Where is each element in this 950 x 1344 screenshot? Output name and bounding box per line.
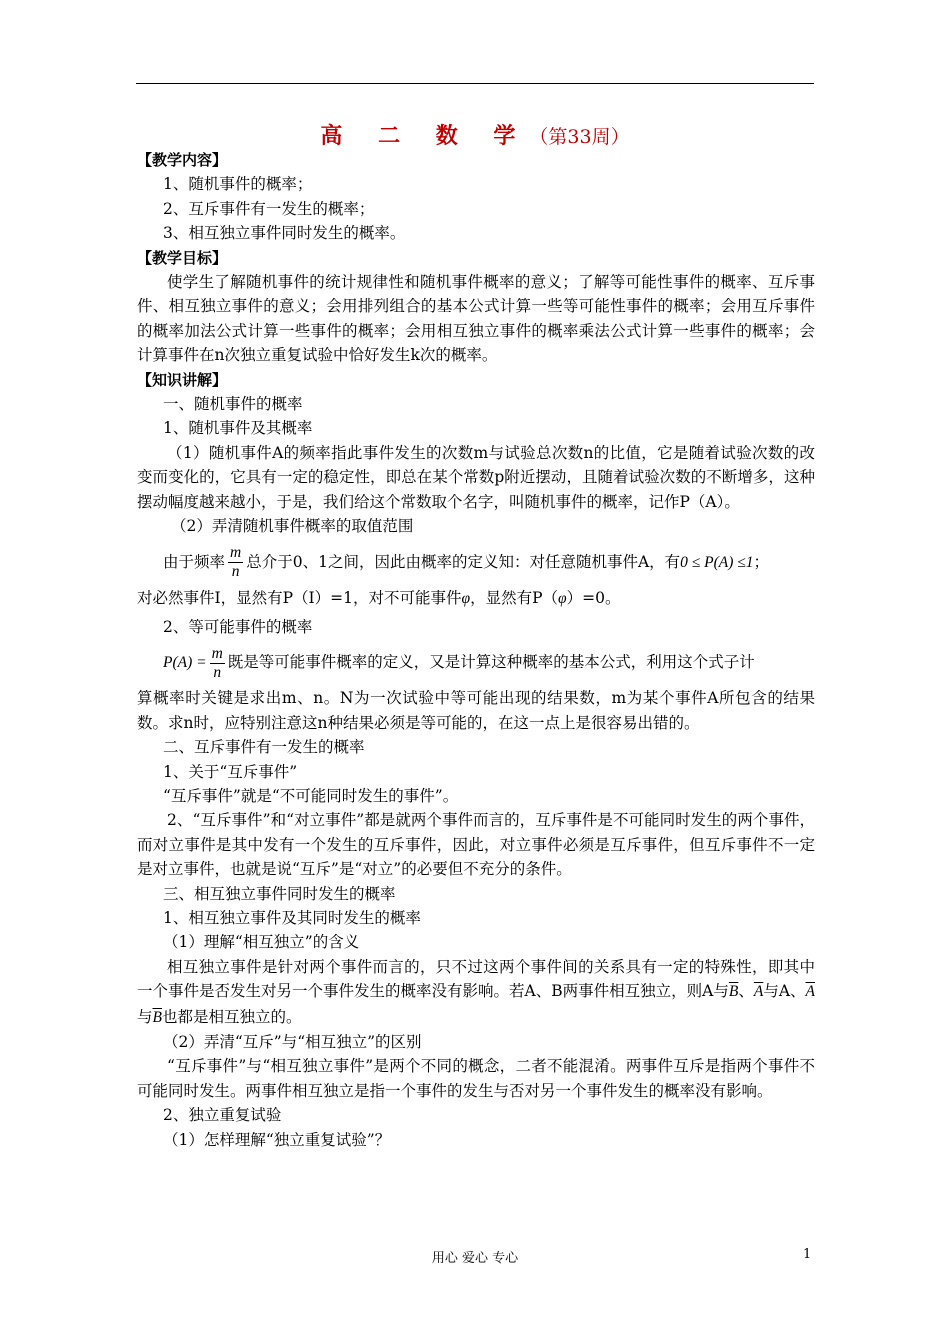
- subsection-title: 一、随机事件的概率: [163, 395, 303, 414]
- document-body: [137, 148, 815, 1152]
- paragraph-text: 与A、: [763, 982, 806, 1001]
- section-heading-goal: 【教学目标】: [137, 248, 228, 267]
- subsection-heading: （2）弄清“互斥”与“相互独立”的区别: [163, 1033, 422, 1051]
- header-rule: [136, 83, 814, 84]
- phi-symbol: φ: [558, 589, 567, 607]
- paragraph: 2、“互斥事件”和“对立事件”都是就两个事件而言的，互斥事件是不可能同时发生的两个事件，而对立事件是其中发有一个发生的互斥事件，因此，对立事件必须是互斥事件，但互斥事件不一定是对立事件，也就是说“互斥”是“对立”的必要但不充分的条件。: [137, 811, 815, 879]
- subsection-heading: 1、随机事件及其概率: [163, 419, 313, 438]
- paragraph: “互斥事件”就是“不可能同时发生的事件”。: [163, 786, 459, 805]
- title-week: （第33周）: [529, 126, 630, 148]
- a-complement: $\overline{A}$: [805, 983, 815, 1001]
- subsection-heading: （1）理解“相互独立”的含义: [163, 933, 360, 952]
- paragraph-text: 与: [137, 1007, 153, 1026]
- independence-paragraph: [137, 955, 815, 1030]
- subsection-heading: 2、等可能事件的概率: [163, 617, 313, 636]
- footer-slogan: 用心 爱心 专心: [431, 1251, 519, 1266]
- paragraph: （1）随机事件A的频率指此事件发生的次数m与试验总次数n的比值，它是随着试验次数的改变而变化的，它具有一定的稳定性，即总在某个常数p附近摆动，且随着试验次数的不断增多，这种摆动幅度越来越小，于是，我们给这个常数取个名字，叫随机事件的概率，记作P（A）。: [137, 443, 815, 511]
- subsection-title: 三、相互独立事件同时发生的概率: [163, 884, 396, 903]
- fraction-denominator: n: [213, 663, 222, 681]
- section-heading-knowledge: 【知识讲解】: [137, 370, 228, 389]
- b-complement: $\overline{B}$: [728, 983, 739, 1001]
- a-complement: $\overline{A}$: [753, 983, 764, 1001]
- subsection-title: 二、互斥事件有一发生的概率: [163, 738, 365, 757]
- paragraph: 算概率时关键是求出m、n。N为一次试验中等可能出现的结果数，m为某个事件A所包含的结果数。求n时，应特别注意这n种结果必须是等可能的，在这一点上是很容易出错的。: [137, 689, 815, 732]
- fraction-denominator: n: [231, 563, 240, 580]
- paragraph-text: 也都是相互独立的。: [161, 1007, 302, 1026]
- paragraph-text: 、: [738, 982, 754, 1001]
- certain-event-line: [137, 586, 815, 611]
- title-main: 高 二 数 学: [320, 124, 530, 149]
- fraction-numerator: m: [230, 544, 242, 561]
- fraction-numerator: m: [211, 644, 223, 662]
- content-item: 2、互斥事件有一发生的概率；: [163, 199, 375, 218]
- range-text: 对必然事件I，显然有P（I）=1，对不可能事件: [137, 588, 462, 607]
- section-heading-content: 【教学内容】: [137, 151, 228, 169]
- b-complement: $\overline{B}$: [152, 1008, 162, 1026]
- page-number: 1: [803, 1247, 812, 1262]
- probability-range-line: [137, 539, 815, 586]
- paragraph-text: 相互独立事件是针对两个事件而言的，只不过这两个事件间的关系具有一定的特殊性，即其中一个事件是否发生对另一个事件发生的概率没有影响。若A、B两事件相互独立，则A与: [137, 957, 815, 1001]
- subsection-heading: （1）怎样理解“独立重复试验”？: [163, 1130, 391, 1149]
- subsection-heading: 1、关于“互斥事件”: [163, 762, 298, 781]
- content-item: 3、相互独立事件同时发生的概率。: [163, 224, 406, 243]
- range-text: ；: [753, 552, 770, 571]
- range-text: ）=0。: [566, 588, 621, 607]
- range-inequality: 0 ≤ P(A) ≤1: [680, 553, 754, 571]
- fraction-m-over-n: [210, 645, 225, 682]
- subsection-heading: 1、相互独立事件及其同时发生的概率: [163, 908, 421, 927]
- equal-probability-formula-line: [137, 639, 815, 686]
- paragraph: “互斥事件”与“相互独立事件”是两个不同的概念，二者不能混淆。两事件互斥是指两个事件不可能同时发生。两事件相互独立是指一个事件的发生与否对另一个事件发生的概率没有影响。: [137, 1057, 815, 1100]
- subsection-heading: 2、独立重复试验: [163, 1106, 282, 1125]
- range-text: 总介于0、1之间，因此由概率的定义知：对任意随机事件A，有: [246, 552, 681, 571]
- formula-lhs: P(A) =: [163, 654, 207, 672]
- content-item: 1、随机事件的概率；: [163, 175, 313, 194]
- fraction-m-over-n: [228, 544, 243, 581]
- goal-paragraph: 使学生了解随机事件的统计规律性和随机事件概率的意义；了解等可能性事件的概率、互斥事件、相互独立事件的意义；会用排列组合的基本公式计算一些等可能性事件的概率；会用互斥事件的概率加法公式计算一些事件的概率；会用相互独立事件的概率乘法公式计算一些事件的概率；会计算事件在n次独立重复试验中恰好发生k次的概率。: [137, 273, 815, 365]
- formula-text: 既是等可能事件概率的定义，又是计算这种概率的基本公式，利用这个式子计: [227, 653, 755, 672]
- phi-symbol: φ: [461, 589, 471, 607]
- range-text: 由于频率: [163, 552, 226, 571]
- subsection-heading: （2）弄清随机事件概率的取值范围: [171, 517, 414, 536]
- range-text: ，显然有P（: [470, 588, 559, 607]
